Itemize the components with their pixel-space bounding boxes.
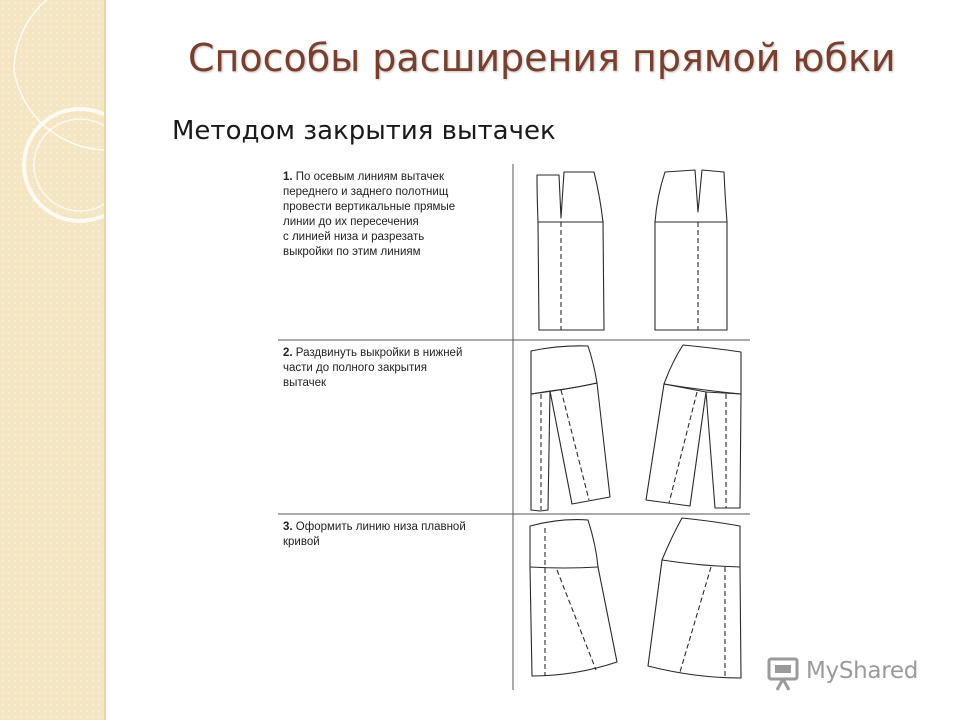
watermark-text: MyShared	[806, 658, 919, 684]
step-2-number: 2.	[283, 347, 293, 359]
step-3-text: 3. Оформить линию низа плавной кривой	[283, 521, 466, 548]
step-2-front-panel	[531, 346, 610, 511]
slide-subtitle: Методом закрытия вытачек	[172, 116, 556, 146]
step-2-text: 2. Раздвинуть выкройки в нижней части до полного закрытия вытачек	[283, 347, 463, 389]
myshared-watermark	[766, 654, 926, 694]
step-3-number: 3.	[283, 521, 293, 533]
step-1-front-panel	[537, 172, 604, 330]
step-1-text: 1. По осевым линиям вытачек переднего и заднего полотнищ провести вертикальные прямые линии до их пересечения с линией низа и разрезать выкройки по этим линиям	[283, 171, 456, 258]
step-1-back-panel	[655, 170, 727, 330]
step-2-back-panel	[646, 345, 741, 508]
presentation-board-icon	[766, 656, 802, 692]
step-3-back-panel	[648, 518, 741, 678]
step-1-number: 1.	[283, 171, 293, 183]
step-3-front-panel	[530, 520, 617, 676]
slide-title: Способы расширения прямой юбки	[188, 36, 896, 80]
